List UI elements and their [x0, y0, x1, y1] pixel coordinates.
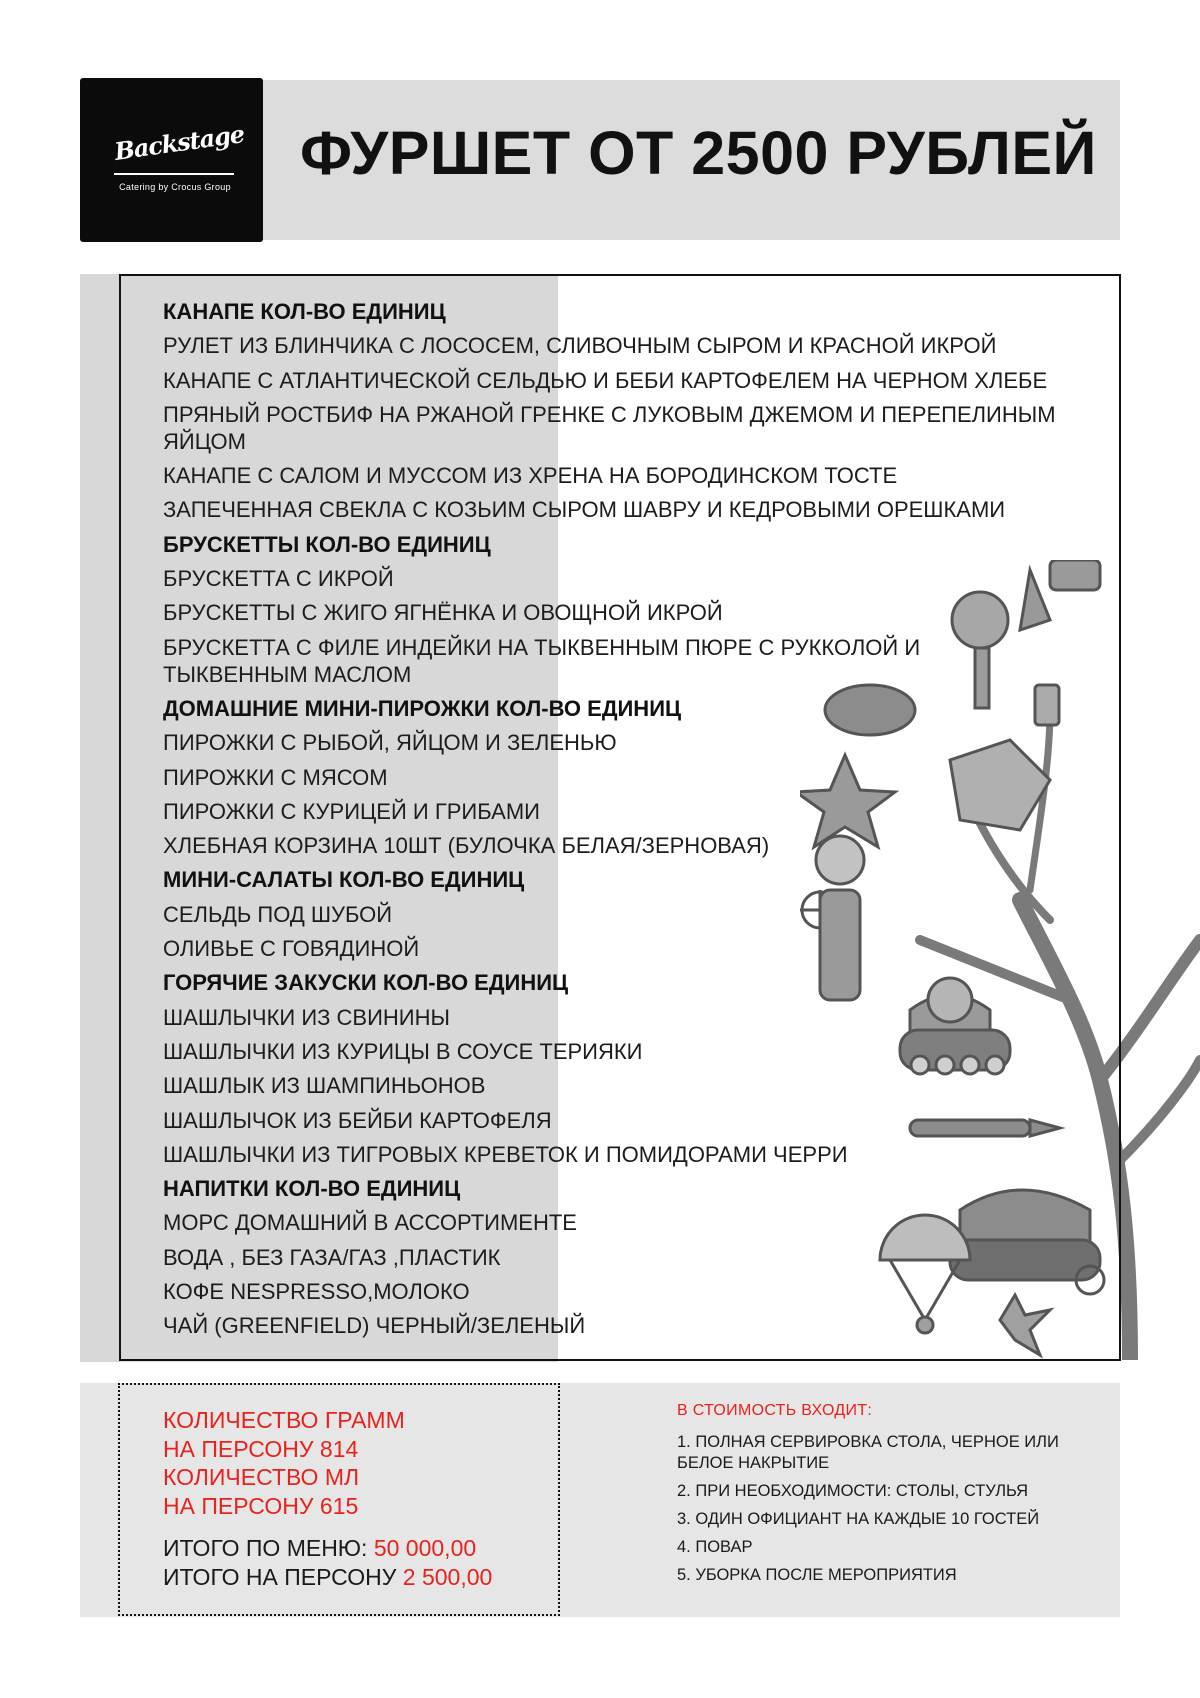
total-menu-row: [163, 1534, 492, 1563]
menu-item: ШАШЛЫК ИЗ ШАМПИНЬОНОВ: [163, 1073, 486, 1099]
menu-section-heading: ГОРЯЧИЕ ЗАКУСКИ КОЛ-ВО ЕДИНИЦ: [163, 970, 569, 996]
page-title: ФУРШЕТ ОТ 2500 РУБЛЕЙ: [300, 119, 1097, 187]
menu-item: КАНАПЕ С АТЛАНТИЧЕСКОЙ СЕЛЬДЬЮ И БЕБИ КАРТОФЕЛЕМ НА ЧЕРНОМ ХЛЕБЕ: [163, 367, 1048, 393]
grams-label: КОЛИЧЕСТВО ГРАММ: [163, 1407, 405, 1433]
menu-item: КОФЕ NESPRESSO,МОЛОКО: [163, 1279, 470, 1305]
included-item: 5. УБОРКА ПОСЛЕ МЕРОПРИЯТИЯ: [677, 1566, 957, 1584]
logo-tagline: Catering by Crocus Group: [119, 182, 231, 192]
menu-item: ПИРОЖКИ С МЯСОМ: [163, 764, 388, 790]
menu-item: ШАШЛЫЧКИ ИЗ КУРИЦЫ В СОУСЕ ТЕРИЯКИ: [163, 1038, 643, 1064]
quantity-info: [163, 1406, 405, 1520]
menu-section-heading: НАПИТКИ КОЛ-ВО ЕДИНИЦ: [163, 1176, 461, 1202]
menu-item: РУЛЕТ ИЗ БЛИНЧИКА С ЛОСОСЕМ, СЛИВОЧНЫМ СЫРОМ И КРАСНОЙ ИКРОЙ: [163, 333, 997, 359]
menu-item: ШАШЛЫЧОК ИЗ БЕЙБИ КАРТОФЕЛЯ: [163, 1107, 552, 1133]
menu-item: МОРС ДОМАШНИЙ В АССОРТИМЕНТЕ: [163, 1210, 577, 1236]
menu-item: ШАШЛЫЧКИ ИЗ ТИГРОВЫХ КРЕВЕТОК И ПОМИДОРАМИ ЧЕРРИ: [163, 1141, 848, 1167]
included-list: [677, 1432, 1097, 1593]
menu-item: ОЛИВЬЕ С ГОВЯДИНОЙ: [163, 936, 420, 962]
ml-per-person: НА ПЕРСОНУ 615: [163, 1492, 359, 1519]
total-person-row: [163, 1563, 492, 1592]
totals: [163, 1534, 492, 1592]
total-person-label: ИТОГО НА ПЕРСОНУ: [163, 1564, 403, 1590]
menu-section-heading: ДОМАШНИЕ МИНИ-ПИРОЖКИ КОЛ-ВО ЕДИНИЦ: [163, 695, 682, 721]
total-person-value: 2 500,00: [402, 1564, 493, 1590]
included-title: В СТОИМОСТЬ ВХОДИТ:: [677, 1402, 873, 1419]
menu-item: БРУСКЕТТА С ФИЛЕ ИНДЕЙКИ НА ТЫКВЕННЫМ ПЮРЕ С РУККОЛОЙ И ТЫКВЕННЫМ МАСЛОМ: [163, 634, 921, 687]
included-item: 4. ПОВАР: [677, 1538, 753, 1556]
menu-item: ПРЯНЫЙ РОСТБИФ НА РЖАНОЙ ГРЕНКЕ С ЛУКОВЫМ ДЖЕМОМ И ПЕРЕПЕЛИНЫМ ЯЙЦОМ: [163, 401, 1056, 454]
total-menu-value: 50 000,00: [373, 1535, 477, 1561]
included-item: 3. ОДИН ОФИЦИАНТ НА КАЖДЫЕ 10 ГОСТЕЙ: [677, 1510, 1040, 1528]
grams-per-person: НА ПЕРСОНУ 814: [163, 1435, 359, 1462]
menu-item: ПИРОЖКИ С РЫБОЙ, ЯЙЦОМ И ЗЕЛЕНЬЮ: [163, 730, 617, 756]
menu-item: ЗАПЕЧЕННАЯ СВЕКЛА С КОЗЬИМ СЫРОМ ШАВРУ И КЕДРОВЫМИ ОРЕШКАМИ: [163, 497, 1006, 523]
menu-item: ЧАЙ (GREENFIELD) ЧЕРНЫЙ/ЗЕЛЕНЫЙ: [163, 1313, 586, 1339]
logo-script: Backstage: [112, 119, 246, 166]
total-menu-label: ИТОГО ПО МЕНЮ:: [163, 1535, 374, 1561]
included-item: 1. ПОЛНАЯ СЕРВИРОВКА СТОЛА, ЧЕРНОЕ ИЛИ БЕЛОЕ НАКРЫТИЕ: [677, 1433, 1059, 1472]
menu-section-heading: БРУСКЕТТЫ КОЛ-ВО ЕДИНИЦ: [163, 531, 491, 557]
menu-item: ХЛЕБНАЯ КОРЗИНА 10ШТ (БУЛОЧКА БЕЛАЯ/ЗЕРНОВАЯ): [163, 833, 770, 859]
menu-list: [163, 298, 1063, 1347]
menu-section-heading: МИНИ-САЛАТЫ КОЛ-ВО ЕДИНИЦ: [163, 867, 525, 893]
menu-item: ПИРОЖКИ С КУРИЦЕЙ И ГРИБАМИ: [163, 798, 540, 824]
logo-underline: [114, 173, 234, 175]
menu-item: КАНАПЕ С САЛОМ И МУССОМ ИЗ ХРЕНА НА БОРОДИНСКОМ ТОСТЕ: [163, 463, 898, 489]
ml-label: КОЛИЧЕСТВО МЛ: [163, 1464, 360, 1490]
menu-item: ШАШЛЫЧКИ ИЗ СВИНИНЫ: [163, 1004, 450, 1030]
menu-item: ВОДА , БЕЗ ГАЗА/ГАЗ ,ПЛАСТИК: [163, 1244, 501, 1270]
menu-item: БРУСКЕТТА С ИКРОЙ: [163, 566, 394, 592]
menu-section-heading: КАНАПЕ КОЛ-ВО ЕДИНИЦ: [163, 299, 446, 324]
brand-logo: [80, 78, 263, 242]
included-item: 2. ПРИ НЕОБХОДИМОСТИ: СТОЛЫ, СТУЛЬЯ: [677, 1482, 1029, 1500]
menu-item: СЕЛЬДЬ ПОД ШУБОЙ: [163, 901, 393, 927]
menu-item: БРУСКЕТТЫ С ЖИГО ЯГНЁНКА И ОВОЩНОЙ ИКРОЙ: [163, 600, 723, 626]
